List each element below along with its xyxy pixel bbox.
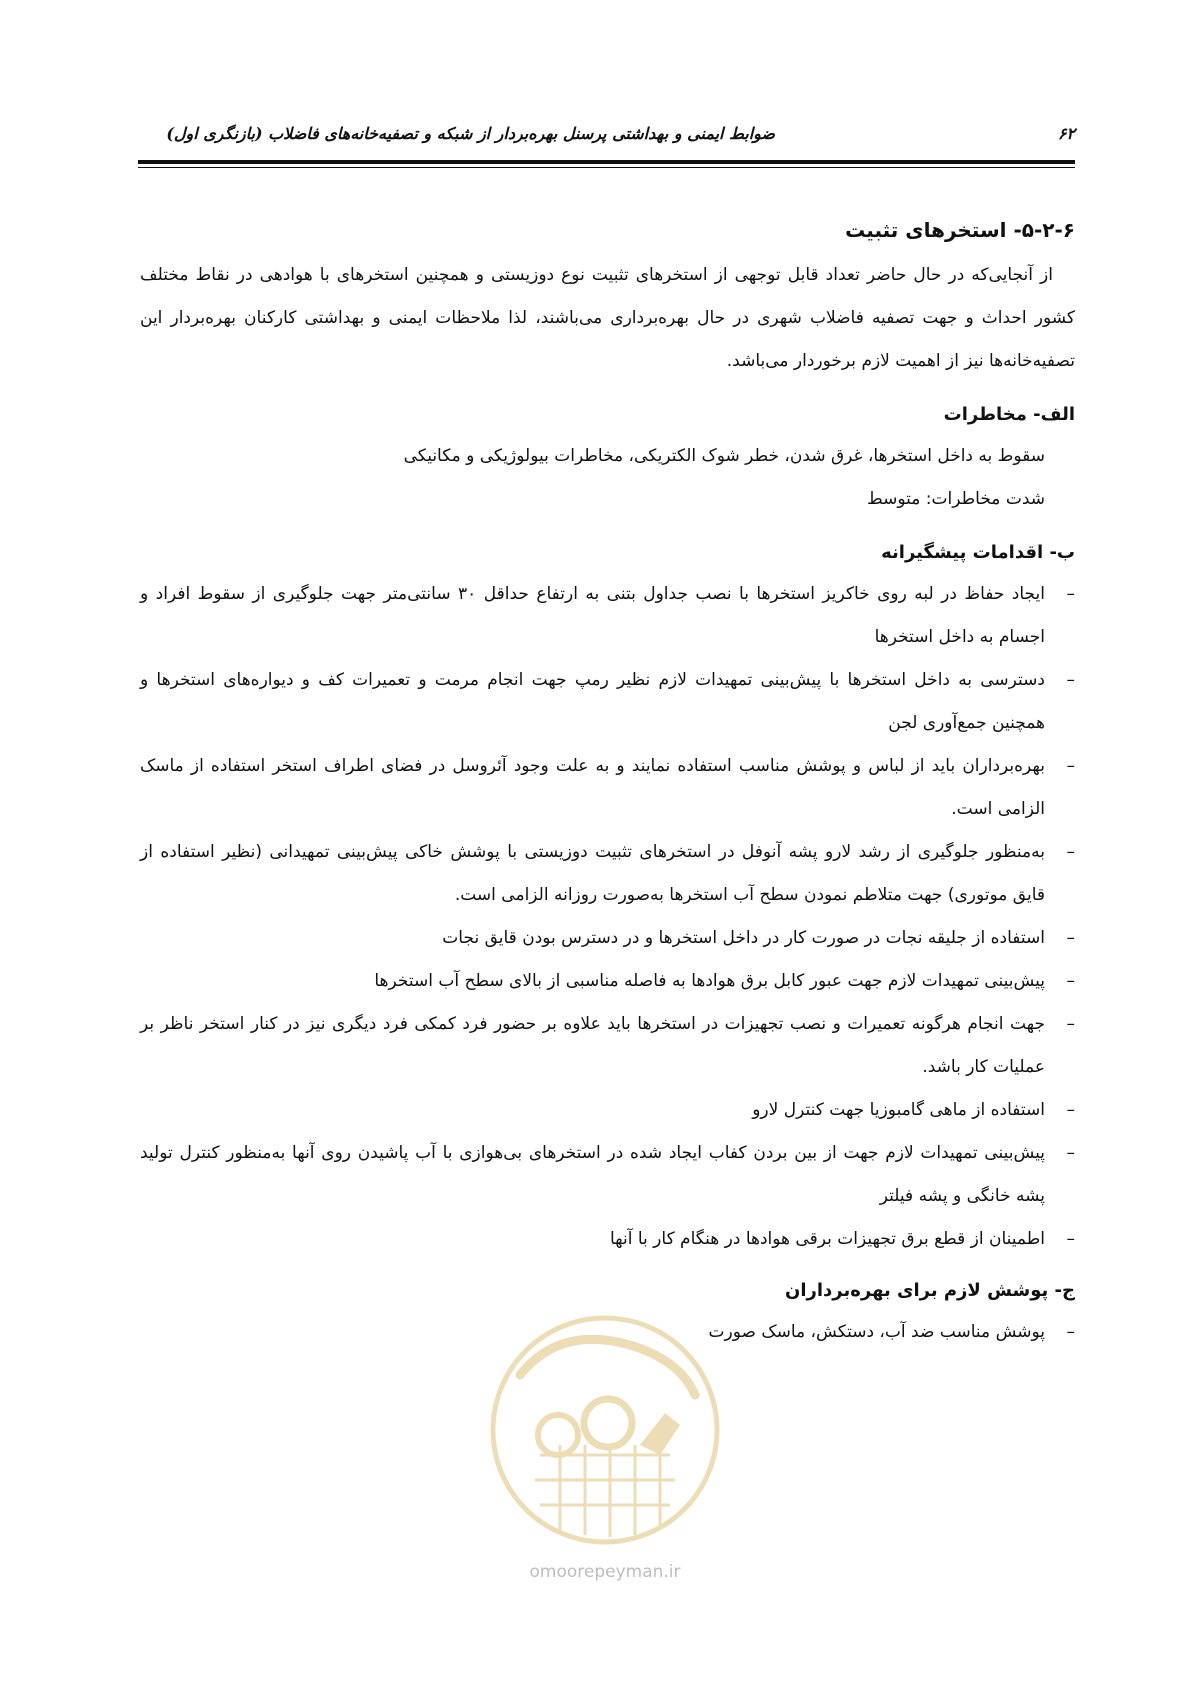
- header-title: ضوابط ایمنی و بهداشتی پرسنل بهره‌بردار از شبکه و تصفیه‌خانه‌های فاضلاب (بازنگری اول): [166, 124, 775, 143]
- header-rule-thick: [138, 160, 1075, 164]
- list-item: [140, 659, 1075, 745]
- section-title: ۵-۲-۶- استخرهای تثبیت: [845, 218, 1075, 242]
- header-rule-thin: [138, 167, 1075, 168]
- ppe-heading: ج- پوشش لازم برای بهره‌برداران: [784, 1280, 1075, 1301]
- dash-bullet: –: [1066, 1322, 1075, 1342]
- dash-bullet: –: [1066, 584, 1075, 604]
- list-item-text: ایجاد حفاظ در لبه روی خاکریز استخرها با نصب جداول بتنی به ارتفاع حداقل ۳۰ سانتی‌متر جهت جلوگیری از سقوط افراد و اجسام به داخل استخرها: [140, 584, 1045, 647]
- list-item: [140, 1089, 1075, 1132]
- seal-ring: [493, 1318, 717, 1542]
- list-item: [140, 1218, 1075, 1261]
- intro-paragraph: از آنجایی‌که در حال حاضر تعداد قابل توجهی از استخرهای تثبیت نوع دوزیستی و همچنین استخرهای با هوادهی در نقاط مختلف کشور احداث و جهت تصفیه فاضلاب شهری در حال بهره‌برداری می‌باشند، لذا ملاحظات ایمنی و بهداشتی کارکنان بهره‌بردار این تصفیه‌خانه‌ها نیز از اهمیت لازم برخوردار می‌باشد.: [140, 265, 1075, 371]
- running-header: [138, 124, 1075, 146]
- list-item-text: بهره‌برداران باید از لباس و پوشش مناسب استفاده نمایند و به علت وجود آئروسل در فضای اطراف استخر استفاده از ماسک الزامی است.: [140, 756, 1045, 819]
- prevention-list: [140, 573, 1075, 1261]
- excavator-icon: [640, 1413, 680, 1455]
- dash-bullet: –: [1066, 1229, 1075, 1249]
- list-item-text: اطمینان از قطع برق تجهیزات برقی هوادها در هنگام کار با آنها: [609, 1229, 1045, 1249]
- watermark-logo: [480, 1305, 730, 1555]
- dash-bullet: –: [1066, 756, 1075, 776]
- list-item-text: استفاده از جلیقه نجات در صورت کار در داخل استخرها و در دسترس بودن قایق نجات: [442, 928, 1045, 948]
- dash-bullet: –: [1066, 1014, 1075, 1034]
- list-item: [140, 745, 1075, 831]
- hazards-heading: الف- مخاطرات: [943, 404, 1075, 425]
- list-item-text: جهت انجام هرگونه تعمیرات و نصب تجهیزات در استخرها باید علاوه بر حضور فرد کمکی فرد دیگری نیز در کنار استخر ناظر بر عملیات کار باشد.: [140, 1014, 1045, 1077]
- dash-bullet: –: [1066, 670, 1075, 690]
- logo-calligraphy: [520, 1339, 695, 1395]
- list-item: [140, 1132, 1075, 1218]
- watermark-url: omoorepeyman.ir: [529, 1562, 681, 1582]
- list-item-text: دسترسی به داخل استخرها با پیش‌بینی تمهیدات لازم نظیر رمپ جهت انجام مرمت و تعمیرات کف و دیواره‌های استخرها و همچنین جمع‌آوری لجن: [140, 670, 1045, 733]
- list-item-text: پوشش مناسب ضد آب، دستکش، ماسک صورت: [708, 1322, 1045, 1342]
- hazard-severity: شدت مخاطرات: متوسط: [866, 489, 1045, 509]
- list-item-text: پیش‌بینی تمهیدات لازم جهت از بین بردن کفاب ایجاد شده در استخرهای بی‌هوازی با آب پاشیدن روی آنها به‌منظور کنترل تولید پشه خانگی و پشه فیلتر: [140, 1143, 1045, 1206]
- list-item: [140, 960, 1075, 1003]
- prevention-heading: ب- اقدامات پیشگیرانه: [881, 542, 1075, 563]
- list-item: [140, 1003, 1075, 1089]
- list-item-text: به‌منظور جلوگیری از رشد لارو پشه آنوفل در استخرهای تثبیت دوزیستی با پوشش خاکی پیش‌بینی تمهیدانی (نظیر استفاده از قایق موتوری) جهت متلاطم نمودن سطح آب استخرها به‌صورت روزانه الزامی است.: [140, 842, 1045, 905]
- list-item: [140, 917, 1075, 960]
- page-body: [140, 210, 1075, 1354]
- list-item-text: پیش‌بینی تمهیدات لازم جهت عبور کابل برق هوادها به فاصله مناسبی از بالای سطح آب استخرها: [374, 971, 1045, 991]
- dash-bullet: –: [1066, 1143, 1075, 1163]
- list-item-text: استفاده از ماهی گامبوزیا جهت کنترل لارو: [752, 1100, 1045, 1120]
- dash-bullet: –: [1066, 842, 1075, 862]
- dash-bullet: –: [1066, 971, 1075, 991]
- hazards-list: سقوط به داخل استخرها، غرق شدن، خطر شوک الکتریکی، مخاطرات بیولوژیکی و مکانیکی: [403, 446, 1045, 466]
- gear-icon: [584, 1399, 632, 1447]
- list-item: [140, 573, 1075, 659]
- hazards-block: [140, 435, 1045, 521]
- dash-bullet: –: [1066, 1100, 1075, 1120]
- logo-grid: [535, 1445, 675, 1537]
- list-item: [140, 831, 1075, 917]
- page-number: ۶۲: [1057, 124, 1075, 143]
- gear-icon: [538, 1415, 578, 1455]
- dash-bullet: –: [1066, 928, 1075, 948]
